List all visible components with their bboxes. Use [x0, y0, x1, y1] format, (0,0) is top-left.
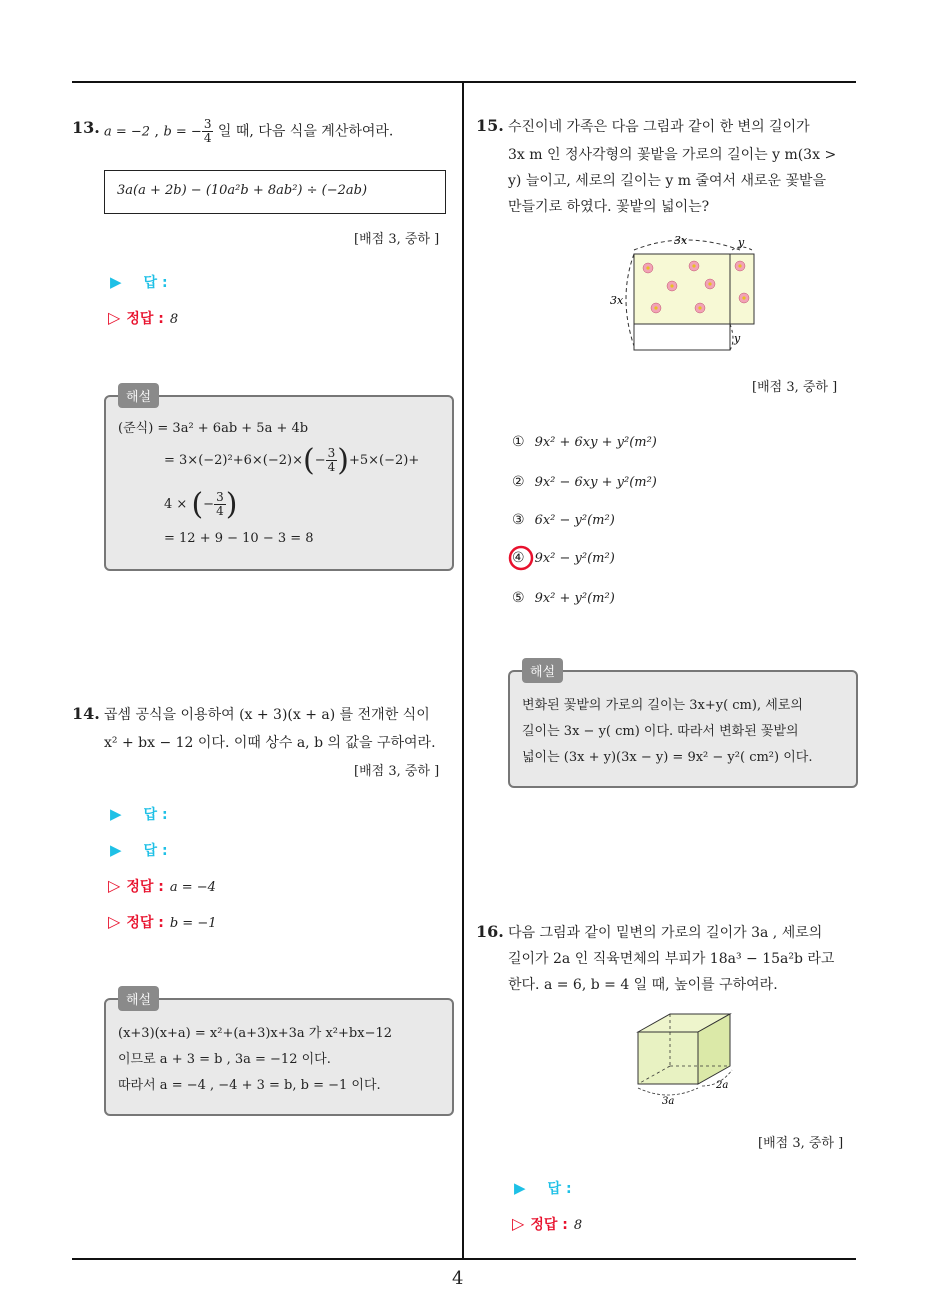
- q15-option-3[interactable]: ③ 6x² − y²(m²): [512, 512, 615, 528]
- q13-expression-box: [104, 170, 446, 214]
- correct-arrow-icon: ▷: [512, 1214, 525, 1233]
- q16-correct-row: [512, 1214, 582, 1234]
- q14-line-2: x² + bx − 12 이다. 이때 상수 a, b 의 값을 구하여라.: [104, 735, 436, 751]
- fig-label-right: y: [738, 236, 745, 249]
- q14-meta: [배점 3, 중하 ]: [354, 764, 440, 779]
- expl-line-4: = 12 + 9 − 10 − 3 = 8: [164, 531, 314, 546]
- q13-fraction: $\frac{3}{4}$: [203, 117, 212, 145]
- correct-value: b = −1: [169, 916, 217, 931]
- expl-line-2: 길이는 3x − y( cm) 이다. 따라서 변화된 꽃밭의: [522, 724, 799, 739]
- q13-correct-row: [108, 308, 178, 328]
- correct-value: 8: [573, 1218, 583, 1233]
- expl-line-1: 변화된 꽃밭의 가로의 길이는 3x+y( cm), 세로의: [522, 698, 803, 713]
- q13-explanation-tag: 해설: [118, 383, 159, 408]
- fig-label-depth: 2a: [716, 1080, 729, 1091]
- answer-label: 답 :: [143, 843, 168, 859]
- q15-meta: [배점 3, 중하 ]: [752, 380, 838, 395]
- correct-arrow-icon: ▷: [108, 308, 121, 327]
- expl-line-3: 따라서 a = −4 , −4 + 3 = b, b = −1 이다.: [118, 1078, 381, 1093]
- q15-number: 15.: [476, 116, 504, 135]
- answer-mark-circle-icon: [507, 544, 535, 572]
- expl-line-3: 4 × (− $\frac{3}{4}$ ): [164, 487, 238, 522]
- expl-line-1: (준식) = 3a² + 6ab + 5a + 4b: [118, 421, 309, 436]
- q15-option-5[interactable]: ⑤ 9x² + y²(m²): [512, 590, 615, 606]
- q16-number: 16.: [476, 922, 504, 941]
- q14-answer-row-1: [110, 804, 168, 824]
- q15-explanation-box: [508, 670, 858, 788]
- q14-explanation-box: [104, 998, 454, 1116]
- q13-meta: [배점 3, 중하 ]: [354, 232, 440, 247]
- correct-arrow-icon: ▷: [108, 876, 121, 895]
- q15-line-2: 3x m 인 정사각형의 꽃밭을 가로의 길이는 y m(3x >: [508, 147, 837, 163]
- q15-option-2[interactable]: ② 9x² − 6xy + y²(m²): [512, 474, 657, 490]
- fig-label-top: 3x: [674, 234, 688, 247]
- top-rule: [72, 81, 856, 83]
- q16-line-2: 길이가 2a 인 직육면체의 부피가 18a³ − 15a²b 라고: [508, 951, 835, 967]
- q13-expression: 3a(a + 2b) − (10a²b + 8ab²) ÷ (−2ab): [117, 183, 368, 198]
- q16-line-3: 한다. a = 6, b = 4 일 때, 높이를 구하여라.: [508, 977, 778, 993]
- answer-label: 답 :: [143, 807, 168, 823]
- expl-line-2: 이므로 a + 3 = b , 3a = −12 이다.: [118, 1052, 331, 1067]
- answer-arrow-icon: ▶: [110, 273, 122, 291]
- q13-number: 13.: [72, 118, 100, 137]
- q13-explanation-box: [104, 395, 454, 571]
- q14-correct-row-1: [108, 876, 216, 896]
- bottom-rule: [72, 1258, 856, 1260]
- q15-option-1[interactable]: ① 9x² + 6xy + y²(m²): [512, 434, 657, 450]
- correct-value: 8: [169, 312, 179, 327]
- q15-line-1: 수진이네 가족은 다음 그림과 같이 한 변의 길이가: [508, 119, 810, 135]
- q16-answer-row: [514, 1178, 572, 1198]
- fig-label-bottom: y: [734, 332, 741, 345]
- q16-meta: [배점 3, 중하 ]: [758, 1136, 844, 1151]
- q13-cond-a: a = −2: [104, 124, 151, 140]
- correct-label: 정답 :: [530, 1217, 568, 1233]
- answer-label: 답 :: [143, 275, 168, 291]
- fig-label-left: 3x: [610, 294, 624, 307]
- q13-text: a = −2 , b = − $\frac{3}{4}$ 일 때, 다음 식을 계산하여라.: [104, 117, 394, 145]
- page-number: 4: [452, 1268, 464, 1289]
- q15-explanation-tag: 해설: [522, 658, 563, 683]
- q15-line-3: y) 늘이고, 세로의 길이는 y m 줄여서 새로운 꽃밭을: [508, 173, 827, 189]
- answer-arrow-icon: ▶: [110, 805, 122, 823]
- q15-flowerbed-figure: [604, 228, 774, 362]
- q13-cond-b: b = −: [163, 124, 202, 140]
- q13-text-tail: 일 때, 다음 식을 계산하여라.: [213, 123, 394, 140]
- correct-label: 정답 :: [126, 915, 164, 931]
- q16-line-1: 다음 그림과 같이 밑변의 가로의 길이가 3a , 세로의: [508, 925, 823, 941]
- q14-correct-row-2: [108, 912, 217, 932]
- q14-number: 14.: [72, 704, 100, 723]
- expl-line-2: = 3×(−2)²+6×(−2)×(− $\frac{3}{4}$ )+5×(−2)+: [164, 443, 420, 478]
- q14-explanation-tag: 해설: [118, 986, 159, 1011]
- expl-line-3: 넓이는 (3x + y)(3x − y) = 9x² − y²( cm²) 이다.: [522, 750, 813, 765]
- fig-label-width: 3a: [662, 1096, 675, 1107]
- q13-answer-row: [110, 272, 168, 292]
- answer-arrow-icon: ▶: [514, 1179, 526, 1197]
- correct-value: a = −4: [169, 880, 216, 895]
- q15-line-4: 만들기로 하였다. 꽃밭의 넓이는?: [508, 199, 710, 215]
- q14-answer-row-2: [110, 840, 168, 860]
- column-divider: [462, 82, 464, 1259]
- answer-arrow-icon: ▶: [110, 841, 122, 859]
- correct-label: 정답 :: [126, 879, 164, 895]
- expl-line-1: (x+3)(x+a) = x²+(a+3)x+3a 가 x²+bx−12: [118, 1026, 392, 1041]
- answer-label: 답 :: [547, 1181, 572, 1197]
- correct-label: 정답 :: [126, 311, 164, 327]
- q16-cuboid-figure: [628, 1010, 748, 1108]
- q14-line-1: 곱셈 공식을 이용하여 (x + 3)(x + a) 를 전개한 식이: [104, 707, 430, 723]
- q15-option-4[interactable]: ④ 9x² − y²(m²): [512, 550, 615, 566]
- correct-arrow-icon: ▷: [108, 912, 121, 931]
